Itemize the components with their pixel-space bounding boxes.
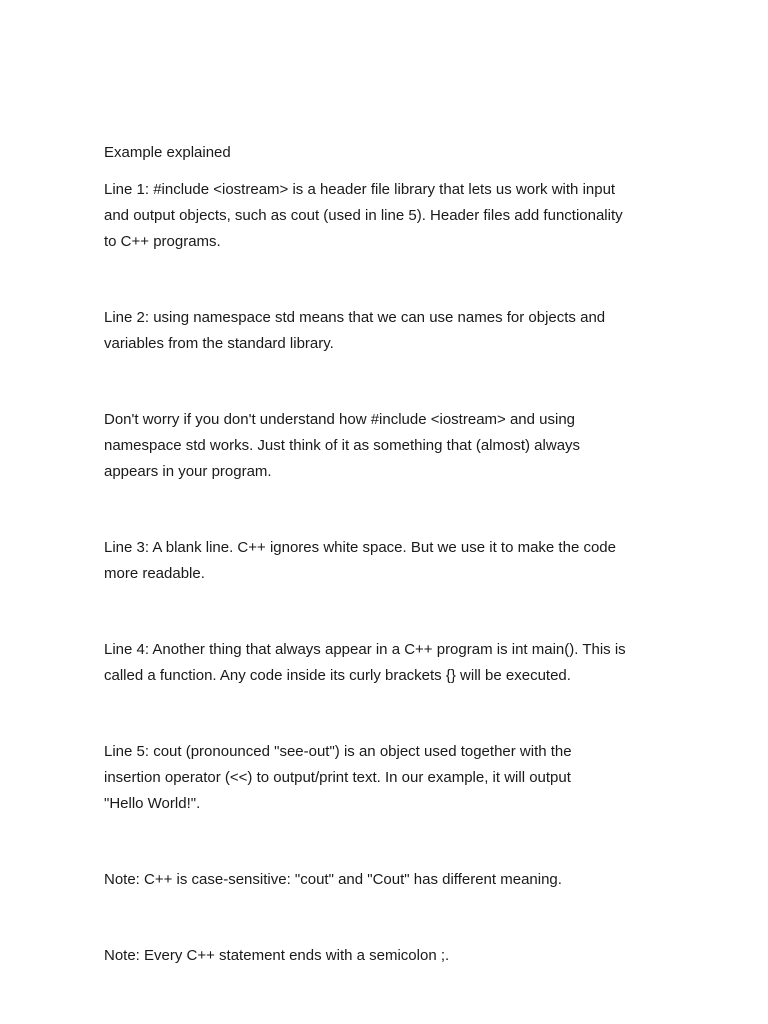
paragraph-line-3 xyxy=(104,535,676,587)
paragraph-line-4 xyxy=(104,637,676,689)
text-line: Line 1: #include <iostream> is a header file library that lets us work with input xyxy=(104,181,616,198)
text-line: Line 3: A blank line. C++ ignores white space. But we use it to make the code xyxy=(104,539,616,556)
text-line: more readable. xyxy=(104,564,205,582)
text-line: "Hello World!". xyxy=(104,794,201,812)
text-line: appears in your program. xyxy=(104,462,272,480)
document-heading xyxy=(104,140,676,166)
text-line: Example explained xyxy=(104,144,231,161)
text-line: called a function. Any code inside its curly brackets {} will be executed. xyxy=(104,666,571,684)
text-line: Line 4: Another thing that always appear in a C++ program is int main(). This is xyxy=(104,641,626,658)
text-line: variables from the standard library. xyxy=(104,334,334,352)
text-line: Line 2: using namespace std means that we can use names for objects and xyxy=(104,309,606,326)
paragraph-dont-worry xyxy=(104,407,676,484)
paragraph-note-semicolon xyxy=(104,943,676,969)
paragraph-line-2 xyxy=(104,305,676,357)
paragraph-line-1 xyxy=(104,177,676,254)
paragraph-note-case-sensitive xyxy=(104,867,676,893)
text-line: and output objects, such as cout (used in line 5). Header files add functionality xyxy=(104,206,623,224)
text-line: Note: Every C++ statement ends with a semicolon ;. xyxy=(104,947,450,964)
text-line: Note: C++ is case-sensitive: "cout" and "Cout" has different meaning. xyxy=(104,871,562,888)
text-line: Don't worry if you don't understand how #include <iostream> and using xyxy=(104,411,576,428)
text-line: to C++ programs. xyxy=(104,232,221,250)
text-line: Line 5: cout (pronounced "see-out") is an object used together with the xyxy=(104,743,572,760)
text-line: namespace std works. Just think of it as something that (almost) always xyxy=(104,436,581,454)
text-line: insertion operator (<<) to output/print text. In our example, it will output xyxy=(104,768,571,786)
paragraph-line-5 xyxy=(104,739,676,816)
